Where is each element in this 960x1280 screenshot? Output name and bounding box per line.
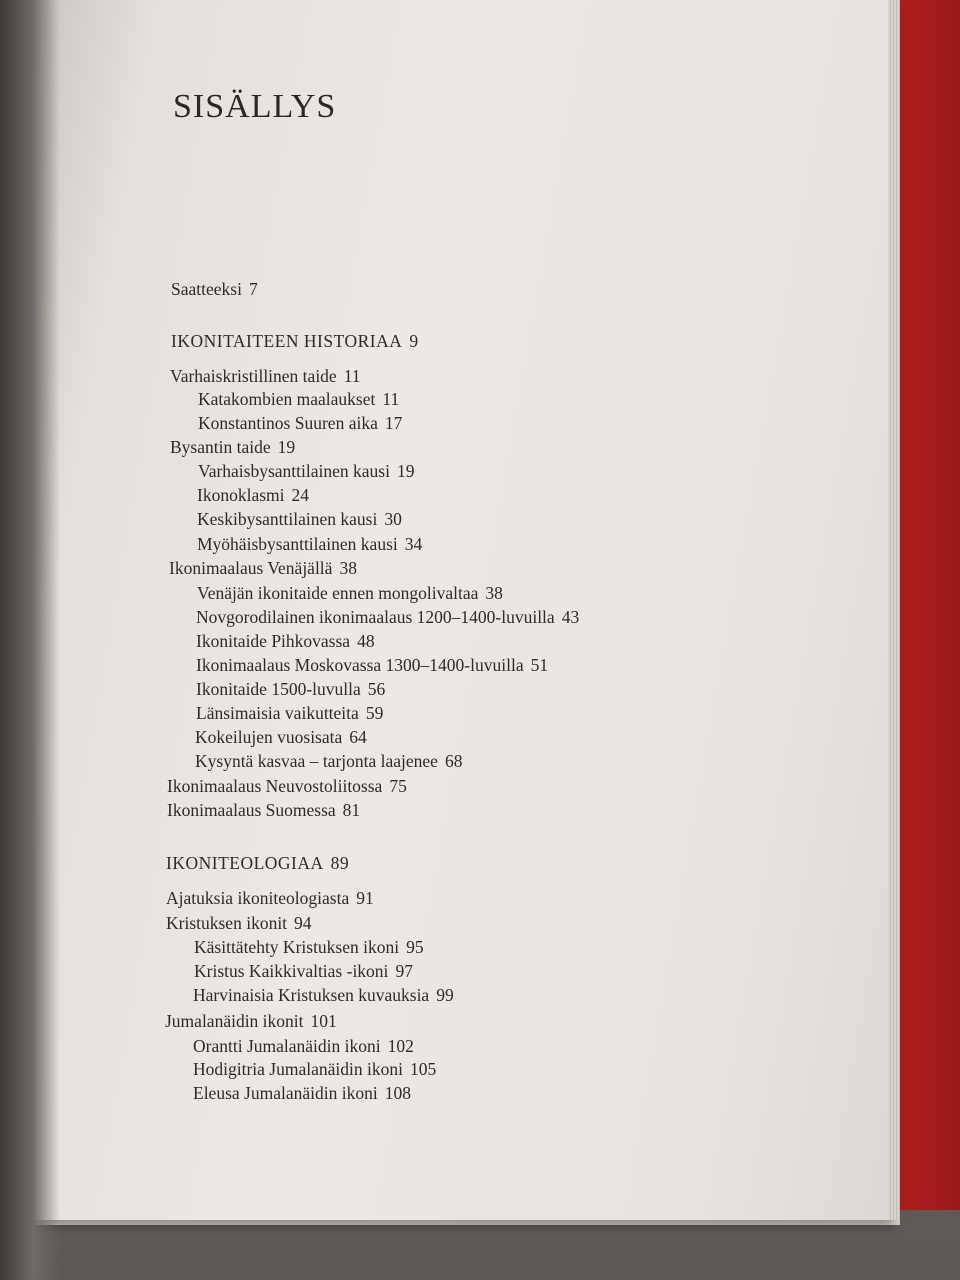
toc-subentry — [196, 606, 579, 628]
toc-subentry — [194, 936, 424, 958]
toc-page-number: 59 — [365, 703, 384, 723]
toc-page-number: 105 — [409, 1059, 437, 1079]
toc-entry-title: Katakombien maalaukset — [198, 389, 376, 409]
toc-entry-title: Kysyntä kasvaa – tarjonta laajenee — [195, 751, 438, 771]
toc-subentry — [197, 484, 309, 506]
toc-entry-title: Kristuksen ikonit — [166, 913, 288, 933]
toc-page-number: 91 — [356, 888, 374, 908]
toc-entry-title: Länsimaisia vaikutteita — [196, 703, 359, 723]
toc-entry-title: Varhaisbysanttilainen kausi — [198, 461, 390, 481]
toc-subentry — [193, 1035, 414, 1057]
toc-subentry — [194, 960, 413, 982]
toc-page-number: 97 — [395, 961, 413, 981]
toc-subentry — [196, 630, 375, 652]
toc-subentry — [196, 702, 383, 724]
toc-subentry — [197, 582, 503, 604]
toc-subentry — [195, 750, 462, 772]
toc-page-number: 7 — [248, 279, 258, 299]
toc-entry — [171, 278, 258, 300]
toc-page-number: 99 — [436, 985, 454, 1005]
toc-subentry — [193, 984, 454, 1006]
toc-page-number: 108 — [384, 1083, 411, 1103]
toc-page-number: 89 — [330, 853, 350, 873]
toc-page-number: 101 — [310, 1011, 337, 1031]
toc-entry-title: Ikonimaalaus Moskovassa 1300–1400-luvuilla — [196, 655, 524, 675]
toc-entry-title: Kristus Kaikkivaltias -ikoni — [194, 961, 389, 981]
toc-entry-title: Käsittätehty Kristuksen ikoni — [194, 937, 400, 957]
toc-entry — [165, 1010, 337, 1032]
toc-entry — [167, 775, 407, 797]
toc-section-heading — [171, 330, 419, 352]
toc-entry-title: IKONITAITEEN HISTORIAA — [171, 331, 403, 351]
toc-page-number: 24 — [291, 485, 309, 505]
toc-page-number: 75 — [389, 776, 407, 796]
toc-entry — [169, 557, 357, 579]
toc-entry-title: Myöhäisbysanttilainen kausi — [197, 534, 398, 554]
toc-page-number: 102 — [387, 1036, 414, 1056]
toc-entry-title: Ikonimaalaus Venäjällä — [169, 558, 333, 578]
toc-page-number: 68 — [444, 751, 463, 771]
toc-entry — [170, 365, 361, 387]
toc-entry-title: Eleusa Jumalanäidin ikoni — [193, 1083, 378, 1103]
toc-entry-title: Jumalanäidin ikonit — [165, 1011, 304, 1031]
page-title: SISÄLLYS — [173, 88, 337, 125]
toc-page-number: 19 — [396, 461, 415, 481]
toc-entry-title: Ikonimaalaus Neuvostoliitossa — [167, 776, 383, 796]
toc-page-number: 30 — [384, 509, 402, 529]
toc-subentry — [198, 412, 402, 434]
toc-subentry — [193, 1082, 411, 1104]
toc-entry-title: Kokeilujen vuosisata — [195, 727, 343, 747]
toc-page-number: 17 — [384, 413, 403, 433]
toc-entry-title: Keskibysanttilainen kausi — [197, 509, 378, 529]
toc-page-number: 11 — [343, 366, 361, 386]
toc-entry-title: Bysantin taide — [170, 437, 271, 457]
toc-entry-title: Ikonitaide Pihkovassa — [196, 631, 351, 651]
toc-page-number: 81 — [342, 800, 361, 820]
toc-page-number: 51 — [530, 655, 549, 675]
toc-subentry — [198, 460, 414, 482]
toc-entry-title: Varhaiskristillinen taide — [170, 366, 337, 386]
toc-subentry — [195, 726, 367, 748]
toc-page-number: 38 — [485, 583, 503, 603]
toc-page-number: 94 — [294, 913, 312, 933]
toc-subentry — [196, 654, 548, 676]
toc-entry-title: Novgorodilainen ikonimaalaus 1200–1400-luvuilla — [196, 607, 555, 627]
toc-page-number: 9 — [409, 331, 419, 351]
toc-entry-title: Hodigitria Jumalanäidin ikoni — [193, 1059, 403, 1079]
toc-section-heading — [166, 852, 349, 874]
toc-subentry — [197, 508, 402, 530]
toc-page-number: 38 — [339, 558, 357, 578]
toc-entry-title: Konstantinos Suuren aika — [198, 413, 378, 433]
toc-page-number: 43 — [561, 607, 580, 627]
toc-page-number: 19 — [277, 437, 296, 457]
toc-page-number: 64 — [349, 727, 367, 747]
toc-entry-title: Venäjän ikonitaide ennen mongolivaltaa — [197, 583, 479, 603]
toc-entry-title: Ikonimaalaus Suomessa — [167, 800, 336, 820]
toc-entry-title: Ikonoklasmi — [197, 485, 285, 505]
toc-page-number: 56 — [367, 679, 386, 699]
toc-page-number: 95 — [406, 937, 424, 957]
toc-entry — [170, 436, 295, 458]
toc-page-number: 34 — [404, 534, 423, 554]
toc-subentry — [197, 533, 422, 555]
toc-entry-title: Ajatuksia ikoniteologiasta — [166, 888, 350, 908]
toc-entry-title: IKONITEOLOGIAA — [166, 853, 324, 873]
toc-entry — [166, 887, 374, 909]
toc-subentry — [193, 1058, 436, 1080]
toc-subentry — [196, 678, 385, 700]
toc-page-number: 48 — [357, 631, 375, 651]
toc-page-number: 11 — [382, 389, 400, 409]
toc-entry-title: Ikonitaide 1500-luvulla — [196, 679, 361, 699]
toc-entry-title: Orantti Jumalanäidin ikoni — [193, 1036, 381, 1056]
toc-entry — [167, 799, 360, 821]
toc-entry — [166, 912, 312, 934]
toc-entry-title: Saatteeksi — [171, 279, 242, 299]
toc-entry-title: Harvinaisia Kristuksen kuvauksia — [193, 985, 430, 1005]
toc-subentry — [198, 388, 399, 410]
